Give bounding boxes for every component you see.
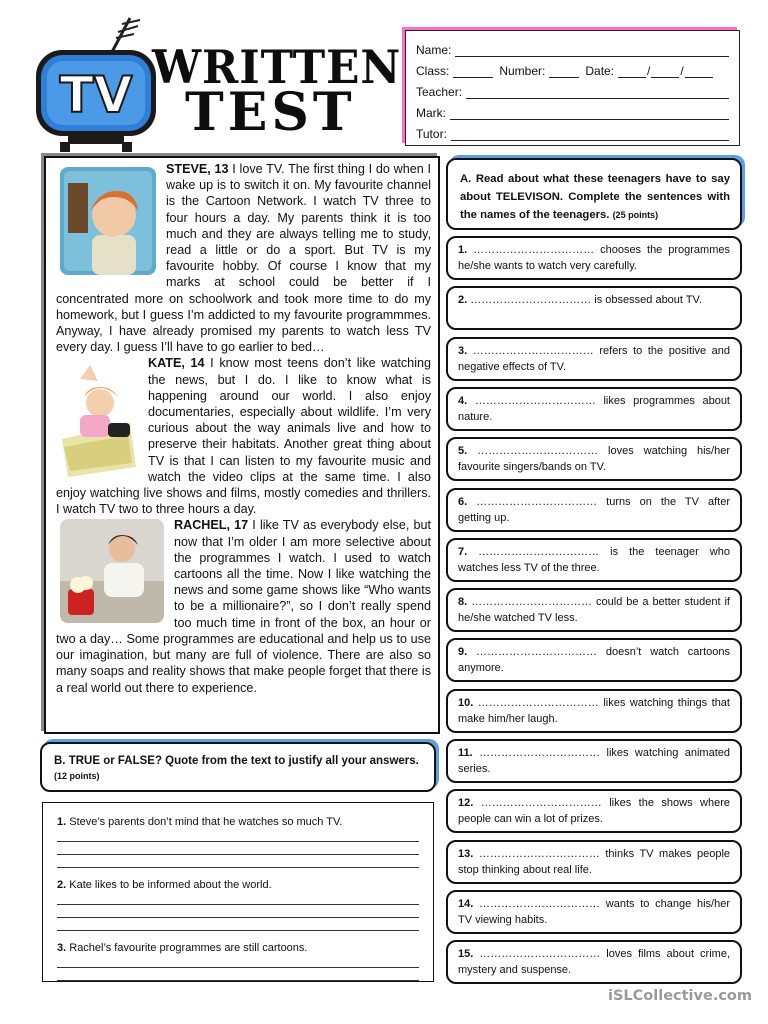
section-a-item <box>446 387 742 431</box>
section-b-points: (12 points) <box>54 771 100 781</box>
svg-text:TV: TV <box>59 66 133 124</box>
date-day-field[interactable] <box>618 66 646 78</box>
title-line-1: WRITTEN <box>152 40 402 94</box>
date-year-field[interactable] <box>685 66 713 78</box>
answer-line[interactable] <box>57 842 419 855</box>
item-number: 10. <box>458 697 474 709</box>
item-number: 9. <box>458 646 468 658</box>
tutor-row <box>416 120 729 141</box>
answer-blank[interactable]: …………………………… <box>472 747 601 759</box>
item-text: doesn’t watch cartoons anymore. <box>458 646 730 674</box>
item-text: likes watching animated series. <box>458 747 731 775</box>
class-row: Class: Number: Date: / / <box>416 57 729 78</box>
item-text: likes watching things that make him/her laugh. <box>458 697 730 725</box>
section-b-box <box>42 802 434 982</box>
section-a-item <box>446 638 742 682</box>
item-number: 2. <box>458 294 468 306</box>
number-field[interactable] <box>549 66 579 78</box>
answer-line[interactable] <box>57 918 419 931</box>
section-a-text: A. Read about what these teenagers have to say about TELEVISON. Complete the sentences with the names of the teenagers. <box>460 173 730 221</box>
section-a-item <box>446 337 742 381</box>
kate-name: KATE, 14 <box>148 356 205 371</box>
section-a-item <box>446 840 742 884</box>
reading-text-box <box>44 156 440 734</box>
date-month-field[interactable] <box>651 66 679 78</box>
mark-row <box>416 99 729 120</box>
item-number: 12. <box>458 797 474 809</box>
answer-blank[interactable]: …………………………… <box>467 294 592 306</box>
name-label: Name: <box>416 43 452 57</box>
section-a-item <box>446 789 742 833</box>
answer-blank[interactable]: …………………………… <box>473 697 599 709</box>
item-number: 1. <box>458 244 468 256</box>
item-text: wants to change his/her TV viewing habits. <box>458 898 730 926</box>
answer-blank[interactable]: …………………………… <box>467 395 596 407</box>
answer-blank[interactable]: …………………………… <box>473 898 601 910</box>
mark-label: Mark: <box>416 106 446 120</box>
tutor-label: Tutor: <box>416 127 447 141</box>
rachel-photo <box>60 519 164 623</box>
item-number: 7. <box>458 546 468 558</box>
item-number: 14. <box>458 898 474 910</box>
rachel-text: I like TV as everybody else, but now that I’m older I am more selective about the programmes I watch. I used to watch cartoons all the time. Now I like watching the news and some game shows like “Who wants to be a millionaire?”, so I don’t really spend too much time in front of the box, an hour or two a day… Some programmes are educational and help us to use our imagination, but many are full of violence. There are also so many soaps and reality shows that make people forget that there is a real world out there to experience. <box>56 518 431 695</box>
answer-blank[interactable]: …………………………… <box>467 596 593 608</box>
item-number: 3. <box>458 345 468 357</box>
watermark: iSLCollective.com <box>608 988 752 1004</box>
answer-line[interactable] <box>57 829 419 842</box>
rachel-name: RACHEL, 17 <box>174 518 249 533</box>
item-text: could be a better student if he/she watched TV less. <box>458 596 730 624</box>
answer-blank[interactable]: …………………………… <box>473 797 602 809</box>
name-field[interactable] <box>455 45 729 57</box>
item-text: chooses the programmes he/she wants to watch very carefully. <box>458 244 730 272</box>
tv-icon <box>30 12 170 157</box>
item-text: loves watching his/her favourite singers/bands on TV. <box>458 445 731 473</box>
item-number: 5. <box>458 445 468 457</box>
section-a-instruction <box>446 158 742 230</box>
section-b-instruction <box>40 742 436 792</box>
section-a-item <box>446 689 742 733</box>
date-label: Date: <box>585 64 615 78</box>
section-a-item <box>446 538 742 582</box>
section-b-text: B. TRUE or FALSE? Quote from the text to justify all your answers. <box>54 755 419 767</box>
section-a-item <box>446 286 742 330</box>
tv-logo <box>30 12 170 157</box>
steve-text: I love TV. The first thing I do when I wake up is to switch it on. My favourite channel is the Cartoon Network. I watch TV three to four hours a day. My parents think it is too much and they are always telling me to study, read a little or do a sport. But TV is my favourite hobby. Of course I know that my marks at school could be better if I concentrated more on schoolwork and took more time to do my homework, but I guess I’m addicted to my favourite programmmes. Anyway, I have already promised my parents to watch less TV every day. I guess I’ll have to go earlier to bed… <box>56 162 431 355</box>
steve-photo <box>60 167 156 275</box>
item-text: likes the shows where people can win a lot of prizes. <box>458 797 730 825</box>
answer-line[interactable] <box>57 955 419 968</box>
item-number: 15. <box>458 948 474 960</box>
teacher-field[interactable] <box>466 87 729 99</box>
item-number: 13. <box>458 848 474 860</box>
answer-line[interactable] <box>57 855 419 868</box>
answer-blank[interactable]: …………………………… <box>467 546 600 558</box>
name-row <box>416 36 729 57</box>
item-text: is the teenager who watches less TV of the three. <box>458 546 730 574</box>
item-text: thinks TV makes people stop thinking about real life. <box>458 848 731 876</box>
title-line-2: TEST <box>185 82 356 143</box>
item-text: refers to the positive and negative effects of TV. <box>458 345 731 373</box>
item-text: likes programmes about nature. <box>458 395 730 423</box>
answer-line[interactable] <box>57 892 419 905</box>
section-a-item <box>446 488 742 532</box>
answer-blank[interactable]: …………………………… <box>467 345 594 357</box>
item-number: 6. <box>458 496 468 508</box>
item-number: 8. <box>458 596 468 608</box>
section-a-points: (25 points) <box>612 210 659 220</box>
section-a-item <box>446 739 742 783</box>
item-text: turns on the TV after getting up. <box>458 496 730 524</box>
answer-blank[interactable]: …………………………… <box>467 445 599 457</box>
class-label: Class: <box>416 64 450 78</box>
section-a-item <box>446 588 742 632</box>
mark-field[interactable] <box>450 108 729 120</box>
steve-name: STEVE, 13 <box>166 162 229 176</box>
kate-text: I know most teens don’t like watching the news, but I do. I like to know what is happening around our world. I also enjoy documentaries, especially about wildlife. I’m very curious about the way animals live and how to preserve their habitats. Another great thing about TV is that I can listen to my favourite music and watch the video clips at the same time. I also enjoy watching live shows and films, mostly comedies and thrillers. I watch TV two to three hours a day. <box>56 356 431 517</box>
answer-line[interactable] <box>57 968 419 981</box>
item-number: 11. <box>458 747 473 759</box>
answer-blank[interactable]: …………………………… <box>467 496 598 508</box>
class-field[interactable] <box>453 66 493 78</box>
tf-question: 1. Steve’s parents don’t mind that he watches so much TV. <box>57 816 343 828</box>
tf-question: 3. Rachel’s favourite programmes are still cartoons. <box>57 942 308 954</box>
item-text: is obsessed about TV. <box>591 294 702 306</box>
tf-question: 2. Kate likes to be informed about the world. <box>57 879 272 891</box>
section-a-item <box>446 437 742 481</box>
student-info-box <box>405 30 740 146</box>
answer-blank[interactable]: …………………………… <box>467 244 595 256</box>
answer-line[interactable] <box>57 905 419 918</box>
item-text: loves films about crime, mystery and suspense. <box>458 948 731 976</box>
kate-photo <box>60 357 138 477</box>
section-a-item <box>446 940 742 984</box>
teacher-row <box>416 78 729 99</box>
answer-blank[interactable]: …………………………… <box>467 646 598 658</box>
number-label: Number: <box>499 64 546 78</box>
section-a-item <box>446 236 742 280</box>
teacher-label: Teacher: <box>416 85 463 99</box>
answer-blank[interactable]: …………………………… <box>473 948 601 960</box>
item-number: 4. <box>458 395 468 407</box>
tutor-field[interactable] <box>451 129 729 141</box>
section-a-item <box>446 890 742 934</box>
answer-blank[interactable]: …………………………… <box>473 848 600 860</box>
